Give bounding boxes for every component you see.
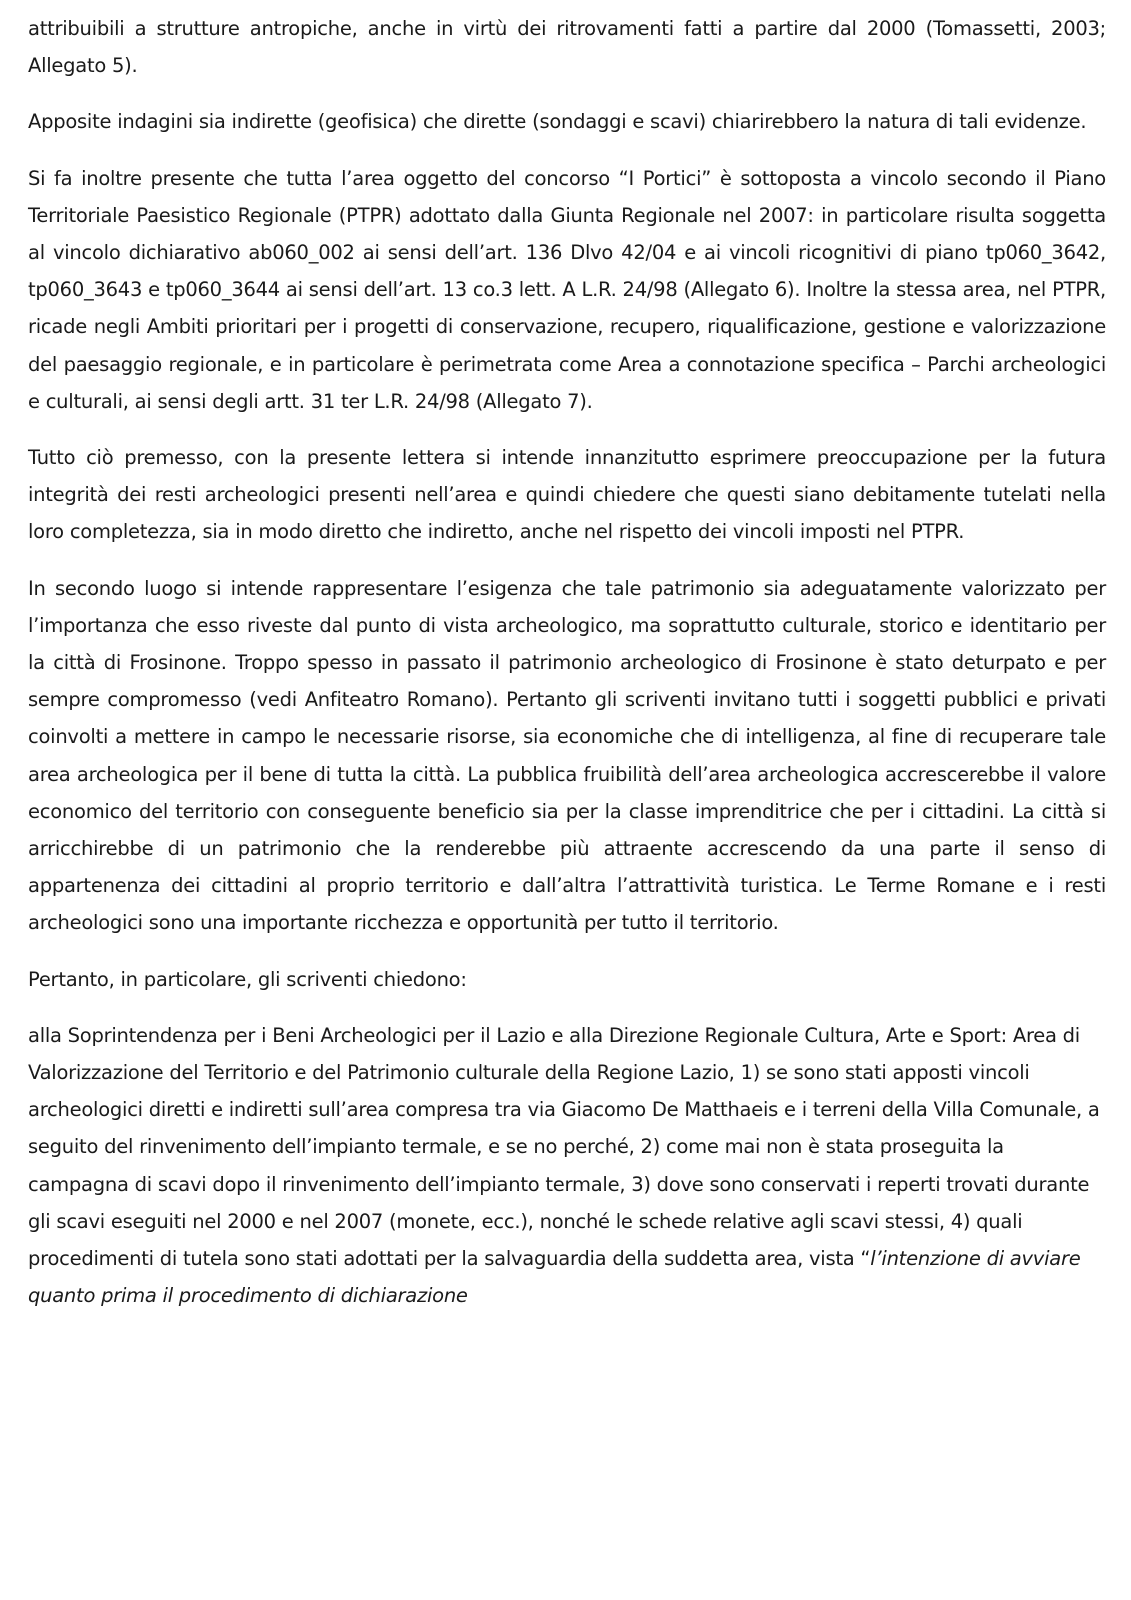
document-page — [28, 10, 1106, 1315]
paragraph-concern: Tutto ciò premesso, con la presente lettera si intende innanzitutto esprimere preoccupazione per la futura integrità dei resti archeologici presenti nell’area e quindi chiedere che questi siano debitamente tutelati nella loro completezza, sia in modo diretto che indiretto, anche nel rispetto dei vincoli imposti nel PTPR. — [28, 446, 1106, 544]
paragraph-ptpr-constraints: Si fa inoltre presente che tutta l’area oggetto del concorso “I Portici” è sottoposta a vincolo secondo il Piano Territoriale Paesistico Regionale (PTPR) adottato dalla Giunta Regionale nel 2007: in particolare risulta soggetta al vincolo dichiarativo ab060_002 ai sensi dell’art. 136 Dlvo 42/04 e ai vincoli ricognitivi di piano tp060_3642, tp060_3643 e tp060_3644 ai sensi dell’art. 13 co.3 lett. A L.R. 24/98 (Allegato 6). Inoltre la stessa area, nel PTPR, ricade negli Ambiti prioritari per i progetti di conservazione, recupero, riqualificazione, gestione e valorizzazione del paesaggio regionale, e in particolare è perimetrata come Area a connotazione specifica – Parchi archeologici e culturali, ai sensi degli artt. 31 ter L.R. 24/98 (Allegato 7). — [28, 166, 1106, 413]
requests-quote-italic: l’intenzione di avviare quanto prima il procedimento di dichiarazione — [28, 1247, 1081, 1308]
paragraph-investigations: Apposite indagini sia indirette (geofisica) che dirette (sondaggi e scavi) chiarirebbero la natura di tali evidenze. — [28, 110, 1087, 134]
requests-text: alla Soprintendenza per i Beni Archeologici per il Lazio e alla Direzione Regionale Cultura, Arte e Sport: Area di Valorizzazione del Territorio e del Patrimonio culturale della Regione Lazio, 1) se sono stati apposti vincoli archeologici diretti e indiretti sull’area compresa tra via Giacomo De Matthaeis e i terreni della Villa Comunale, a seguito del rinvenimento dell’impianto termale, e se no perché, 2) come mai non è stata proseguita la campagna di scavi dopo il rinvenimento dell’impianto termale, 3) dove sono conservati i reperti trovati durante gli scavi eseguiti nel 2000 e nel 2007 (monete, ecc.), nonché le schede relative agli scavi stessi, 4) quali procedimenti di tutela sono stati adottati per la salvaguardia della suddetta area, vista “ — [28, 1023, 1100, 1271]
paragraph-valorization: In secondo luogo si intende rappresentare l’esigenza che tale patrimonio sia adeguatamente valorizzato per l’importanza che esso riveste dal punto di vista archeologico, ma soprattutto culturale, storico e identitario per la città di Frosinone. Troppo spesso in passato il patrimonio archeologico di Frosinone è stato deturpato e per sempre compromesso (vedi Anfiteatro Romano). Pertanto gli scriventi invitano tutti i soggetti pubblici e privati coinvolti a mettere in campo le necessarie risorse, sia economiche che di intelligenza, al fine di recuperare tale area archeologica per il bene di tutta la città. La pubblica fruibilità dell’area archeologica accrescerebbe il valore economico del territorio con conseguente beneficio sia per la classe imprenditrice che per i cittadini. La città si arricchirebbe di un patrimonio che la renderebbe più attraente accrescendo da una parte il senso di appartenenza dei cittadini al proprio territorio e dall’altra l’attrattività turistica. Le Terme Romane e i resti archeologici sono una importante ricchezza e opportunità per tutto il territorio. — [28, 576, 1106, 935]
paragraph-requests-list — [28, 1017, 1106, 1315]
paragraph-requests-intro: Pertanto, in particolare, gli scriventi chiedono: — [28, 967, 467, 991]
paragraph-intro-continuation: attribuibili a strutture antropiche, anche in virtù dei ritrovamenti fatti a partire dal 2000 (Tomassetti, 2003; Allegato 5). — [28, 17, 1106, 78]
